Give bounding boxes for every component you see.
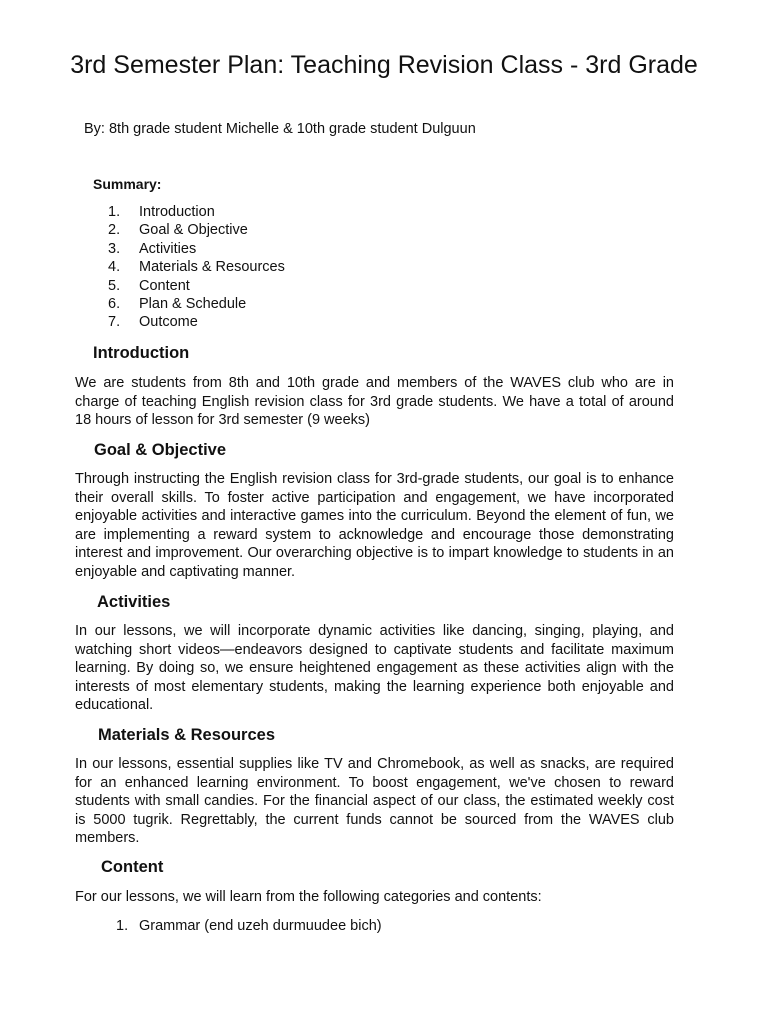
list-item-label: Introduction (139, 204, 215, 220)
paragraph-content: For our lessons, we will learn from the following categories and contents: (75, 889, 542, 905)
list-item (108, 313, 285, 331)
heading-content: Content (101, 858, 164, 876)
byline: By: 8th grade student Michelle & 10th grade student Dulguun (84, 121, 476, 137)
list-item (116, 917, 382, 935)
list-number: 1. (108, 204, 121, 220)
list-item (108, 221, 285, 239)
summary-label: Summary: (93, 176, 162, 192)
paragraph-materials-resources: In our lessons, essential supplies like TV and Chromebook, as well as snacks, are required for an enhanced learning environment. To boost engagement, we've chosen to reward students with small candies. For the financial aspect of our class, the estimated weekly cost is 5000 tugrik. Regrettably, the current funds cannot be sourced from the WAVES club members. (75, 756, 674, 847)
summary-list (108, 203, 285, 332)
list-number: 3. (108, 240, 121, 257)
page-title: 3rd Semester Plan: Teaching Revision Class - 3rd Grade (70, 51, 698, 79)
heading-activities: Activities (97, 593, 171, 611)
list-number: 7. (108, 314, 121, 331)
heading-goal-objective: Goal & Objective (94, 441, 227, 459)
list-item (108, 203, 285, 221)
heading-materials-resources: Materials & Resources (98, 726, 275, 744)
list-item-label: Plan & Schedule (139, 296, 247, 313)
list-item-label: Activities (139, 240, 197, 257)
list-number: 4. (108, 259, 121, 276)
list-item-label: Grammar (end uzeh durmuudee bich) (139, 918, 382, 934)
paragraph-goal-objective: Through instructing the English revision class for 3rd-grade students, our goal is to enhance their overall skills. To foster active participation and engagement, we have incorporated enjoyable activities and interactive games into the curriculum. Beyond the element of fun, we are implementing a reward system to acknowledge and encourage those demonstrating interest and improvement. Our overarching objective is to impart knowledge to students in an enjoyable and captivating manner. (75, 471, 674, 580)
list-number: 5. (108, 277, 121, 294)
list-item (108, 240, 285, 258)
heading-introduction: Introduction (93, 344, 190, 362)
list-item (108, 277, 285, 295)
list-item-label: Content (139, 277, 190, 294)
list-item (108, 295, 285, 313)
list-number: 1. (116, 918, 129, 934)
list-number: 2. (108, 222, 121, 239)
list-item (108, 258, 285, 276)
list-number: 6. (108, 296, 121, 313)
paragraph-activities: In our lessons, we will incorporate dynamic activities like dancing, singing, playing, and watching short videos—endeavors designed to captivate students and facilitate maximum learning. By doing so, we ensure heightened engagement as these activities align with the interests of most elementary students, making the learning experience both enjoyable and educational. (75, 623, 674, 714)
paragraph-introduction: We are students from 8th and 10th grade and members of the WAVES club who are in charge of teaching English revision class for 3rd grade students. We have a total of around 18 hours of lesson for 3rd semester (9 weeks) (75, 375, 674, 429)
list-item-label: Goal & Objective (139, 222, 248, 239)
list-item-label: Materials & Resources (139, 259, 285, 276)
content-list (116, 917, 382, 935)
list-item-label: Outcome (139, 314, 198, 331)
